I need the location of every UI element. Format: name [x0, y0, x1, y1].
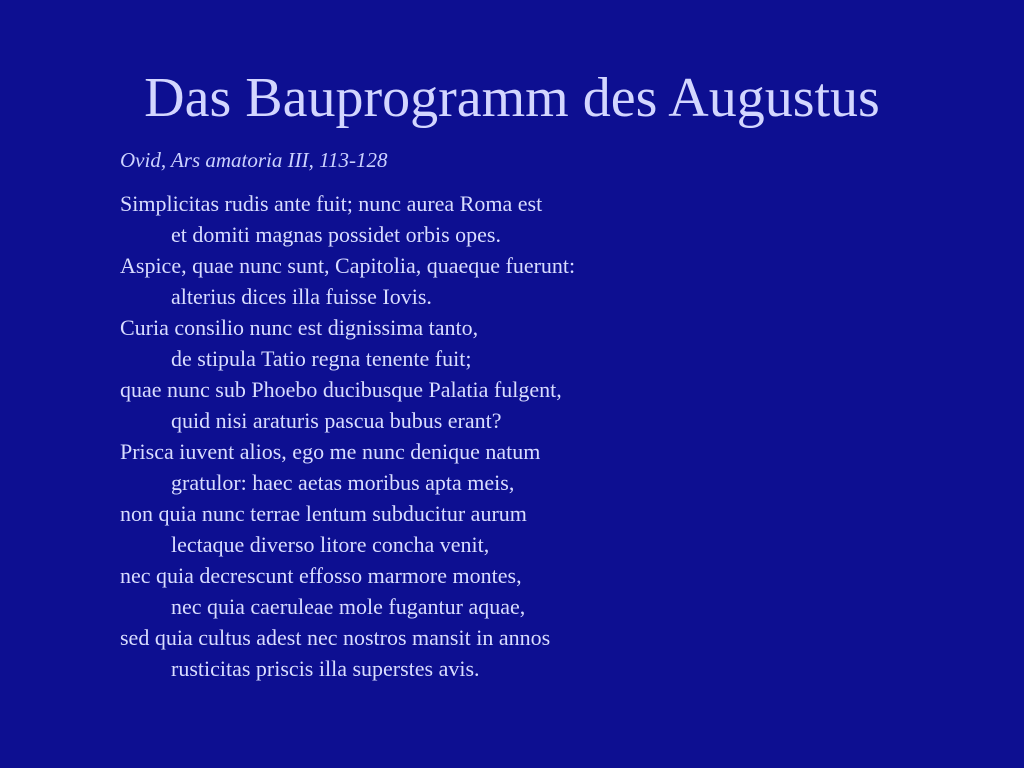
verse-line: non quia nunc terrae lentum subducitur aurum	[120, 501, 527, 526]
poem	[120, 188, 900, 684]
verse-line: et domiti magnas possidet orbis opes.	[171, 222, 501, 247]
verse-line: quid nisi araturis pascua bubus erant?	[171, 408, 502, 433]
verse-line: alterius dices illa fuisse Iovis.	[171, 284, 432, 309]
slide-content	[120, 146, 900, 684]
verse-line: Simplicitas rudis ante fuit; nunc aurea Roma est	[120, 191, 543, 216]
verse-line: nec quia caeruleae mole fugantur aquae,	[171, 594, 526, 619]
verse-line: Prisca iuvent alios, ego me nunc denique natum	[120, 439, 541, 464]
verse-line: sed quia cultus adest nec nostros mansit in annos	[120, 625, 551, 650]
verse-line: quae nunc sub Phoebo ducibusque Palatia fulgent,	[120, 377, 562, 402]
verse-line: Aspice, quae nunc sunt, Capitolia, quaeque fuerunt:	[120, 253, 576, 278]
verse-line: de stipula Tatio regna tenente fuit;	[171, 346, 472, 371]
verse-line: lectaque diverso litore concha venit,	[171, 532, 490, 557]
verse-line: rusticitas priscis illa superstes avis.	[171, 656, 480, 681]
verse-line: gratulor: haec aetas moribus apta meis,	[171, 470, 515, 495]
source-citation: Ovid, Ars amatoria III, 113-128	[120, 148, 388, 172]
slide-title: Das Bauprogramm des Augustus	[144, 67, 880, 129]
verse-line: Curia consilio nunc est dignissima tanto,	[120, 315, 479, 340]
verse-line: nec quia decrescunt effosso marmore montes,	[120, 563, 522, 588]
